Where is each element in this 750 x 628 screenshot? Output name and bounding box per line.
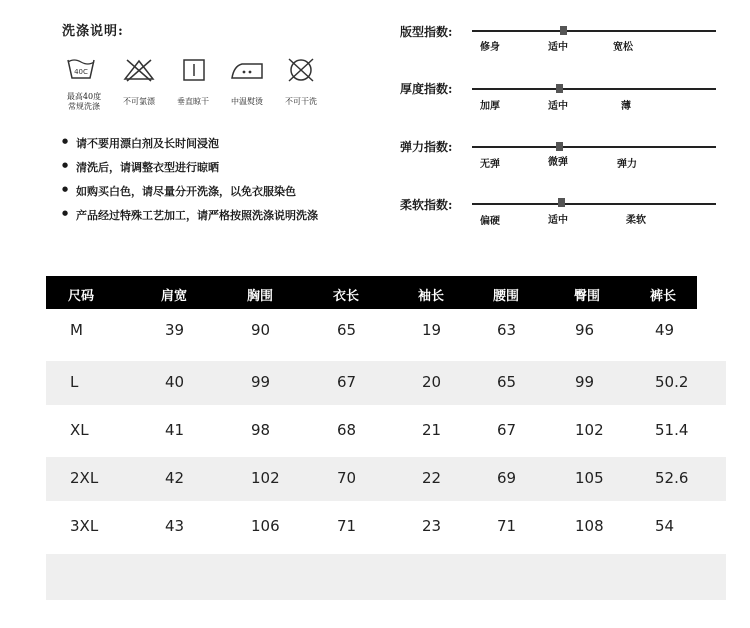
table-row xyxy=(46,457,726,501)
no-bleach-icon xyxy=(122,58,156,82)
table-cell: 67 xyxy=(337,373,357,391)
care-notes xyxy=(62,135,318,231)
table-cell: 105 xyxy=(575,469,604,487)
table-cell: 21 xyxy=(422,421,442,439)
table-cell: 67 xyxy=(497,421,517,439)
table-cell: 71 xyxy=(337,517,357,535)
care-note: ● 请不要用漂白剂及长时间浸泡 xyxy=(62,135,318,159)
no-dry-clean-icon xyxy=(286,56,316,84)
index-label: 弹力指数: xyxy=(400,140,453,154)
column-header: 尺码 xyxy=(68,289,95,304)
index-track xyxy=(472,146,716,148)
index-option: 弹力 xyxy=(617,159,637,170)
index-option: 修身 xyxy=(480,42,500,53)
icon-caption: 中温熨烫 xyxy=(231,97,263,106)
index-option: 薄 xyxy=(621,101,631,112)
table-row xyxy=(46,505,726,549)
table-cell: 102 xyxy=(251,469,280,487)
table-row-empty xyxy=(46,554,726,600)
table-cell: 23 xyxy=(422,517,442,535)
table-cell: 69 xyxy=(497,469,517,487)
icon-caption: 最高40度 常规洗涤 xyxy=(66,92,102,111)
table-cell: 65 xyxy=(497,373,517,391)
index-option: 适中 xyxy=(548,215,568,226)
care-note: ● 产品经过特殊工艺加工，请严格按照洗涤说明洗涤 xyxy=(62,207,318,231)
index-option: 宽松 xyxy=(613,42,633,53)
index-marker xyxy=(556,142,563,151)
care-title: 洗涤说明: xyxy=(62,24,124,39)
index-option: 适中 xyxy=(548,101,568,112)
table-cell: 65 xyxy=(337,321,357,339)
table-cell: 96 xyxy=(575,321,595,339)
care-note: ● 如购买白色，请尽量分开洗涤，以免衣服染色 xyxy=(62,183,318,207)
table-row xyxy=(46,409,726,453)
index-track xyxy=(472,203,716,205)
table-cell: 40 xyxy=(165,373,185,391)
table-cell: 70 xyxy=(337,469,357,487)
index-track xyxy=(472,30,716,32)
index-track xyxy=(472,88,716,90)
icon-caption: 不可干洗 xyxy=(285,97,317,106)
wash-40-icon xyxy=(66,56,96,82)
column-header: 裤长 xyxy=(650,289,677,304)
icon-caption: 不可氯漂 xyxy=(123,97,155,106)
table-cell: M xyxy=(70,321,83,339)
column-header: 衣长 xyxy=(333,289,360,304)
table-cell: XL xyxy=(70,421,89,439)
table-cell: 52.6 xyxy=(655,469,689,487)
table-cell: 54 xyxy=(655,517,675,535)
table-cell: 19 xyxy=(422,321,442,339)
index-option: 无弹 xyxy=(480,159,500,170)
table-cell: 42 xyxy=(165,469,185,487)
iron-medium-icon xyxy=(228,58,266,82)
index-option: 偏硬 xyxy=(480,216,500,227)
table-cell: L xyxy=(70,373,79,391)
index-label: 版型指数: xyxy=(400,25,453,39)
table-row xyxy=(46,309,726,353)
table-cell: 68 xyxy=(337,421,357,439)
index-marker xyxy=(560,26,567,35)
table-cell: 71 xyxy=(497,517,517,535)
table-cell: 102 xyxy=(575,421,604,439)
table-cell: 49 xyxy=(655,321,675,339)
table-header xyxy=(46,276,697,309)
table-cell: 90 xyxy=(251,321,271,339)
table-cell: 39 xyxy=(165,321,185,339)
index-label: 柔软指数: xyxy=(400,198,453,212)
icon-caption: 垂直晾干 xyxy=(177,97,209,106)
table-cell: 106 xyxy=(251,517,280,535)
table-cell: 50.2 xyxy=(655,373,689,391)
table-cell: 20 xyxy=(422,373,442,391)
table-cell: 22 xyxy=(422,469,442,487)
column-header: 肩宽 xyxy=(161,289,188,304)
index-label: 厚度指数: xyxy=(400,82,453,96)
table-cell: 51.4 xyxy=(655,421,689,439)
care-note: ● 清洗后，请调整衣型进行晾晒 xyxy=(62,159,318,183)
table-cell: 3XL xyxy=(70,517,99,535)
table-cell: 2XL xyxy=(70,469,99,487)
table-row xyxy=(46,361,726,405)
table-cell: 108 xyxy=(575,517,604,535)
column-header: 臀围 xyxy=(574,289,601,304)
index-marker xyxy=(556,84,563,93)
svg-text:40C: 40C xyxy=(74,68,88,76)
column-header: 袖长 xyxy=(418,289,445,304)
index-option: 微弹 xyxy=(548,157,568,168)
care-icons xyxy=(60,52,330,112)
index-option: 柔软 xyxy=(626,215,646,226)
column-header: 胸围 xyxy=(247,289,274,304)
index-option: 加厚 xyxy=(480,101,500,112)
table-cell: 98 xyxy=(251,421,271,439)
table-cell: 99 xyxy=(251,373,271,391)
column-header: 腰围 xyxy=(493,289,520,304)
table-cell: 43 xyxy=(165,517,185,535)
table-cell: 63 xyxy=(497,321,517,339)
hang-dry-icon xyxy=(182,58,206,82)
index-marker xyxy=(558,198,565,207)
table-cell: 99 xyxy=(575,373,595,391)
table-cell: 41 xyxy=(165,421,185,439)
index-option: 适中 xyxy=(548,42,568,53)
